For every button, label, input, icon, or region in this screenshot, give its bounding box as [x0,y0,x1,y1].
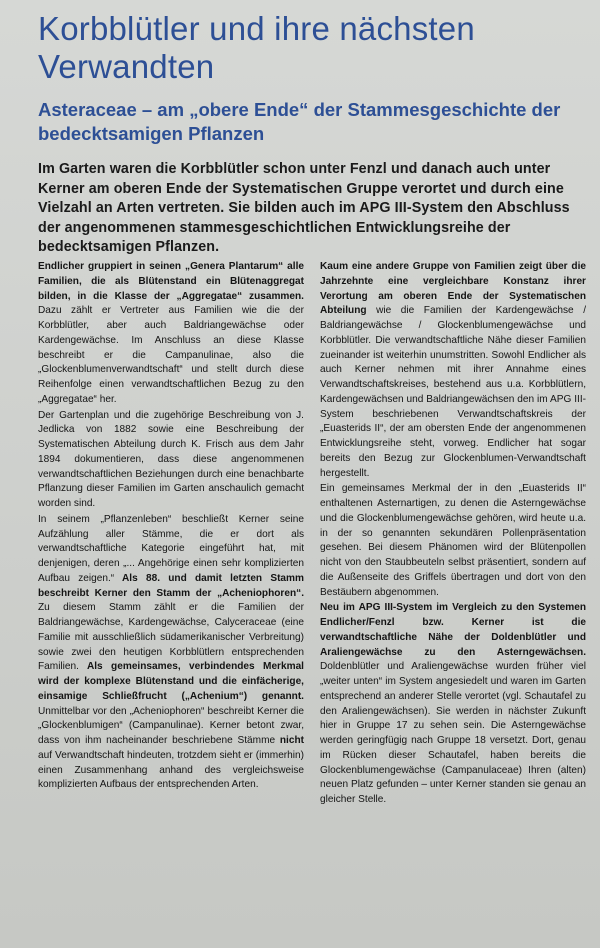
page-subtitle: Asteraceae – am „obere Ende“ der Stammesgeschichte der bedecktsamigen Pflanzen [38,99,561,144]
right-paragraph-3 [320,601,586,808]
right-p3-text: Doldenblütler und Araliengewächse wurden früher viel „weiter unten“ im System angesiedelt und waren im Garten entsprechend an anderer Stelle verortet (vgl. Schautafel zu den Araliengewächsen). Sie werden in nächster Zukunft hier in Gruppe 17 zu sehen sein. Die Asterngewächse werden geringfügig nach Gruppe 18 versetzt. Dort, genau im Rücken dieser Schautafel, haben bereits die Glockenblumengewächse (Campanulaceae) Ihren (alten) neuen Platz gefunden – unter Kerner standen sie genau an gleicher Stelle. [320,661,586,805]
left-p3-text-3: Unmittelbar vor den „Acheniophoren“ beschreibt Kerner die „Glockenblumigen“ (Campanulinae). Kerner betont zwar, dass von ihm nacheinander beschriebene Stämme [38,705,304,746]
intro-paragraph: Im Garten waren die Korbblütler schon unter Fenzl und danach auch unter Kerner am oberen Ende der Systematischen Gruppe verortet und durch eine Vielzahl an Arten vertreten. Sie bilden auch im APG III-System den Abschluss der angenommenen stammesgeschichtlichen Entwicklungsreihe der bedecktsamigen Pflanzen. [38,161,570,256]
left-p3-bold-1: Als 88. und damit letzten Stamm beschreibt Kerner den Stamm der „Acheniophoren“. [38,572,304,599]
left-p1-bold: Endlicher gruppiert in seinen „Genera Plantarum“ alle Familien, die als Blütenstand ein Blütenaggregat bilden, in die Klasse der „Aggregatae“ zusammen. [38,261,304,302]
left-p3-bold-3: nicht [275,735,304,746]
right-p1-text: wie die Familien der Kardengewächse / Baldriangewächse / Glockenblumengewächse und Korbblütler. Die verwandtschaftliche Nähe dieser Familien zueinander ist weiterhin unumstritten. Sowohl Endlicher als auch Kerner nehmen mit ihrer Annahme eines Verwandtschaftskreises, bestehend aus u.a. Korbblütlern, Kardengewächsen und Baldriangewächsen den im APG III-System beschriebenen Verwandtschaftskreis der „Euasterids II“, der am obersten Ende der angenommenen Entwicklungsreihe steht, vorweg. Endlicher hat sogar bereits den Bezug zur Glockenblumen-Verwandtschaft hergestellt. [320,305,586,479]
left-p3-text-1: In seinem „Pflanzenleben“ beschließt Kerner seine Aufzählung aller Stämme, die er dort als verwandtschaftliche Kategorie eingeführt hat, mit denjenigen, deren „... Angehörige einen sehr komplizierten Aufbau zeigen.“ [38,513,304,584]
right-column [320,260,586,809]
left-column [38,260,304,809]
right-p1-bold: Kaum eine andere Gruppe von Familien zeigt über die Jahrzehnte eine vergleichbare Konstanz ihrer Verortung am oberen Ende der Systematischen Abteilung [320,261,586,317]
right-paragraph-2: Ein gemeinsames Merkmal der in den „Euasterids II“ enthaltenen Asternartigen, zu denen die Asterngewächse und die Glockenblumengewächse gehören, wird heute u.a. in der so genannten sekundären Pollenpräsentation gesehen. Bei diesem Phänomen wird der Blütenpollen nicht von den Staubbeuteln selbst präsentiert, sondern auf die Außenseite des Griffels übertragen und dort von den Bestäubern abgenommen. [320,483,586,598]
page-title: Korbblütler und ihre nächsten Verwandten [38,10,475,85]
left-p3-text-2: Zu diesem Stamm zählt er die Familien der Baldriangewächse, Kardengewächse, Calyceraceae (eine Familie mit ausschließlich südamerikanischer Verbreitung) sowie zwei den heutigen Korbblütlern entsprechenden Familien. [38,602,304,673]
left-paragraph-3 [38,513,304,793]
left-p3-bold-2: Als gemeinsames, verbindendes Merkmal wird der komplexe Blütenstand und die einfächerige, einsamige Schließfrucht („Achenium“) genannt. [38,661,304,702]
right-p3-bold: Neu im APG III-System im Vergleich zu den Systemen Endlicher/Fenzl bzw. Kerner ist die verwandtschaftliche Nähe der Doldenblütler und Araliengewächse zu den Asterngewächsen. [320,602,586,658]
right-paragraph-1 [320,260,586,481]
left-p3-text-4: auf Verwandtschaft hindeuten, trotzdem sieht er (immerhin) einen Zusammenhang anhand des vergleichsweise komplizierten Aufbaus der entsprechenden Arten. [38,749,304,791]
body-columns [38,260,586,809]
left-paragraph-1 [38,260,304,408]
left-paragraph-2: Der Gartenplan und die zugehörige Beschreibung von J. Jedlicka von 1882 sowie eine Beschreibung der Systematischen Abteilung durch K. Frisch aus dem Jahr 1894 dokumentieren, dass diese angenommenen verwandtschaftlichen Beziehungen durch eine benachbarte Pflanzung dieser Familien im Garten anschaulich gemacht worden sind. [38,409,304,509]
left-p1-text: Dazu zählt er Vertreter aus Familien wie die der Korbblütler, aber auch Baldriangewächse oder Kardengewächse. Im Anschluss an diese Klasse beschreibt er die Campanulinae, also die „Glockenblumenverwandtschaft“ und stellt durch diese Reihenfolge einen verwandtschaftlichen Bezug zu den „Aggregatae“ her. [38,305,304,405]
